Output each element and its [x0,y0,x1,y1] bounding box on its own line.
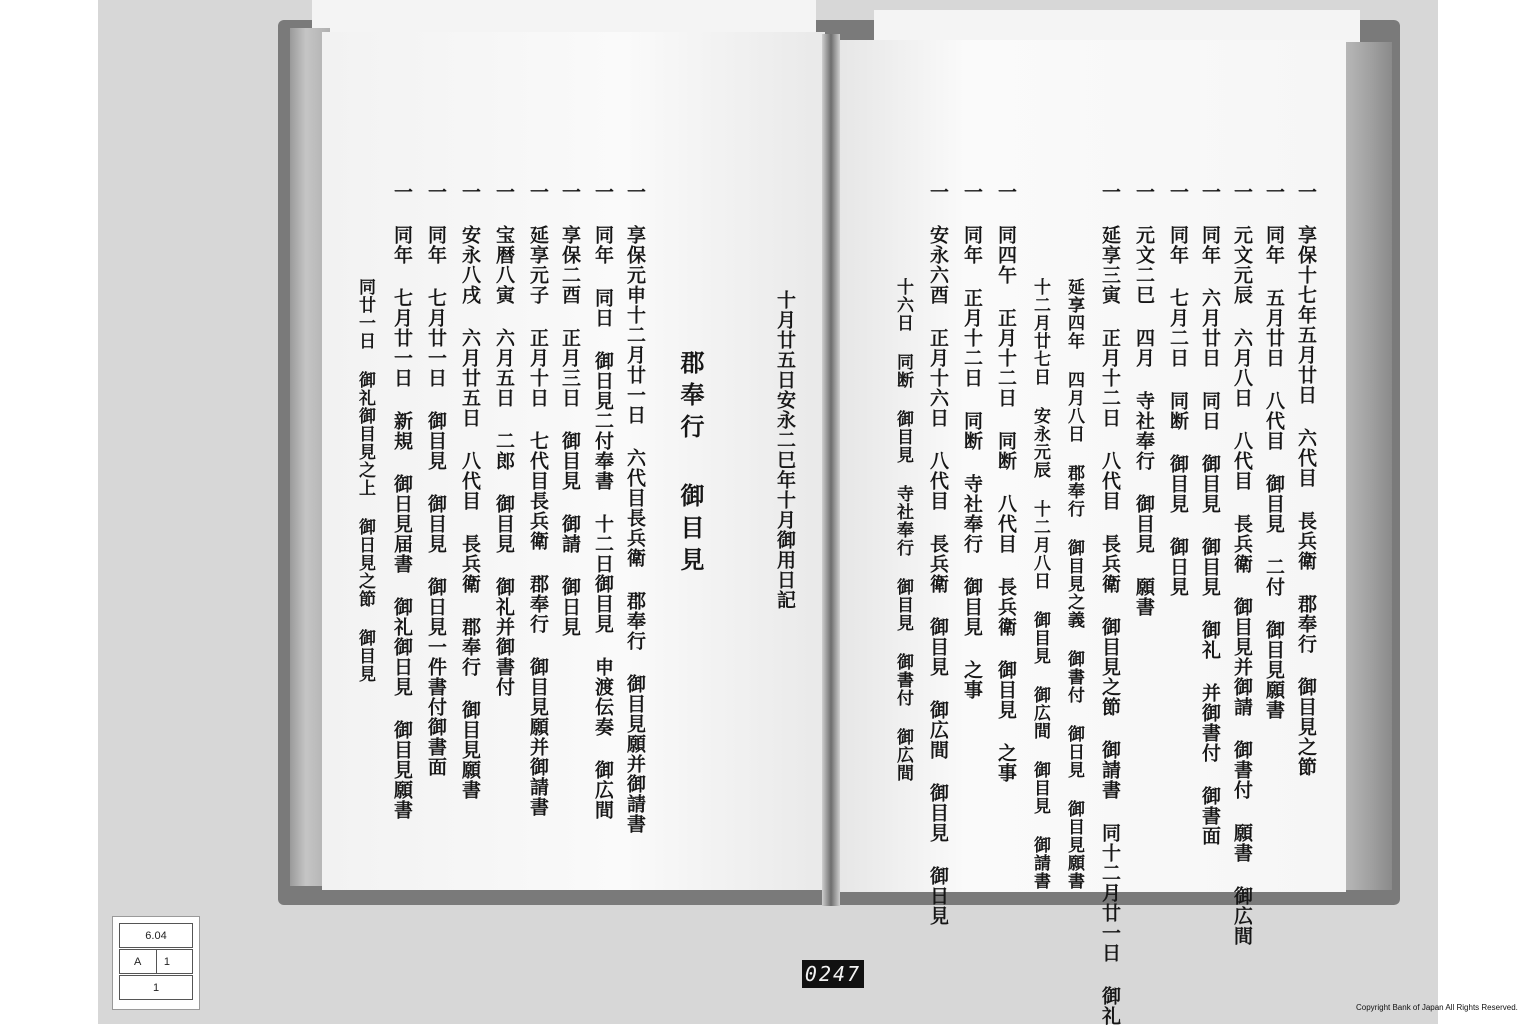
copyright-notice: Copyright Bank of Japan All Rights Reserved. [1356,1003,1518,1012]
frame-number-label: 0247 [802,960,864,988]
archive-reference-tag [112,916,200,1010]
left-entry-4: 一 延享元子 正月十日 七代目長兵衛 郡奉行 御目見願并御請書 [527,182,549,817]
right-entry-13: 十六日 同断 御目見 寺社奉行 御目見 御書付 御広間 [893,278,913,782]
right-entry-2: 一 同年 五月廿日 八代目 御目見 二付 御目見願書 [1263,182,1285,720]
left-official-title: 郡奉行 御目見 [676,350,705,579]
left-entry-7: 一 同年 七月廿一日 御目見 御目見 御日見一件書付御書面 [425,182,447,777]
left-entry-8: 一 同年 七月廿一日 新規 御日見届書 御礼御日見 御目見願書 [391,182,413,820]
left-entry-2: 一 同年 同日 御日見二付奉書 十二日御目見 申渡伝奏 御広間 [592,182,614,820]
left-entry-3: 一 享保二酉 正月三日 御目見 御請 御日見 [559,182,581,637]
right-entry-12: 一 安永六酉 正月十六日 八代目 長兵衛 御目見 御広間 御目見 御日見 [927,182,949,926]
left-entry-6: 一 安永八戌 六月廿五日 八代目 長兵衛 郡奉行 御目見願書 [459,182,481,800]
right-entry-11: 一 同年 正月十二日 同断 寺社奉行 御目見 之事 [961,182,983,700]
right-entry-8: 延享四年 四月八日 郡奉行 御目見之義 御書付 御日見 御目見願書 [1064,278,1084,890]
page-edge-right [1340,42,1392,890]
reference-tag-divider [156,950,157,973]
right-entry-4: 一 同年 六月廿日 同日 御目見 御目見 御礼 并御書付 御書面 [1199,182,1221,846]
left-entry-1: 一 享保元申十二月廿一日 六代目長兵衛 郡奉行 御目見願并御請書 [624,182,646,834]
right-entry-5: 一 同年 七月二日 同断 御目見 御日見 [1167,182,1189,597]
reference-tag-line-1: 6.04 [119,923,193,948]
left-entry-9: 同廿一日 御礼御目見之上 御日見之節 御目見 [355,278,375,683]
left-entry-5: 一 宝暦八寅 六月五日 二郎 御目見 御礼并御書付 [493,182,515,697]
right-entry-10: 一 同四午 正月十二日 同断 八代目 長兵衛 御目見 之事 [995,182,1017,783]
reference-tag-volume: 1 [163,955,170,968]
reference-tag-series: A [134,955,142,968]
right-entry-1: 一 享保十七年五月廿日 六代目 長兵衛 郡奉行 御目見之節 [1295,182,1317,777]
right-entry-9: 十二月廿七日 安永元辰 十二月八日 御目見 御広間 御目見 御請書 [1030,278,1050,890]
right-entry-3: 一 元文元辰 六月八日 八代目 長兵衛 御目見并御請 御書付 願書 御広間 [1231,182,1253,946]
reference-tag-line-3: 1 [119,975,193,1000]
book-gutter [822,34,840,906]
reference-tag-line-2 [119,949,193,974]
right-entry-7: 一 延享三寅 正月十二日 八代目 長兵衛 御目見之節 御請書 同十二月廿一日 御礼 [1099,182,1121,1026]
left-date-heading: 十月廿五日安永二巳年十月御用日記 [774,290,796,610]
right-entry-6: 一 元文二巳 四月 寺社奉行 御目見 願書 [1133,182,1155,617]
